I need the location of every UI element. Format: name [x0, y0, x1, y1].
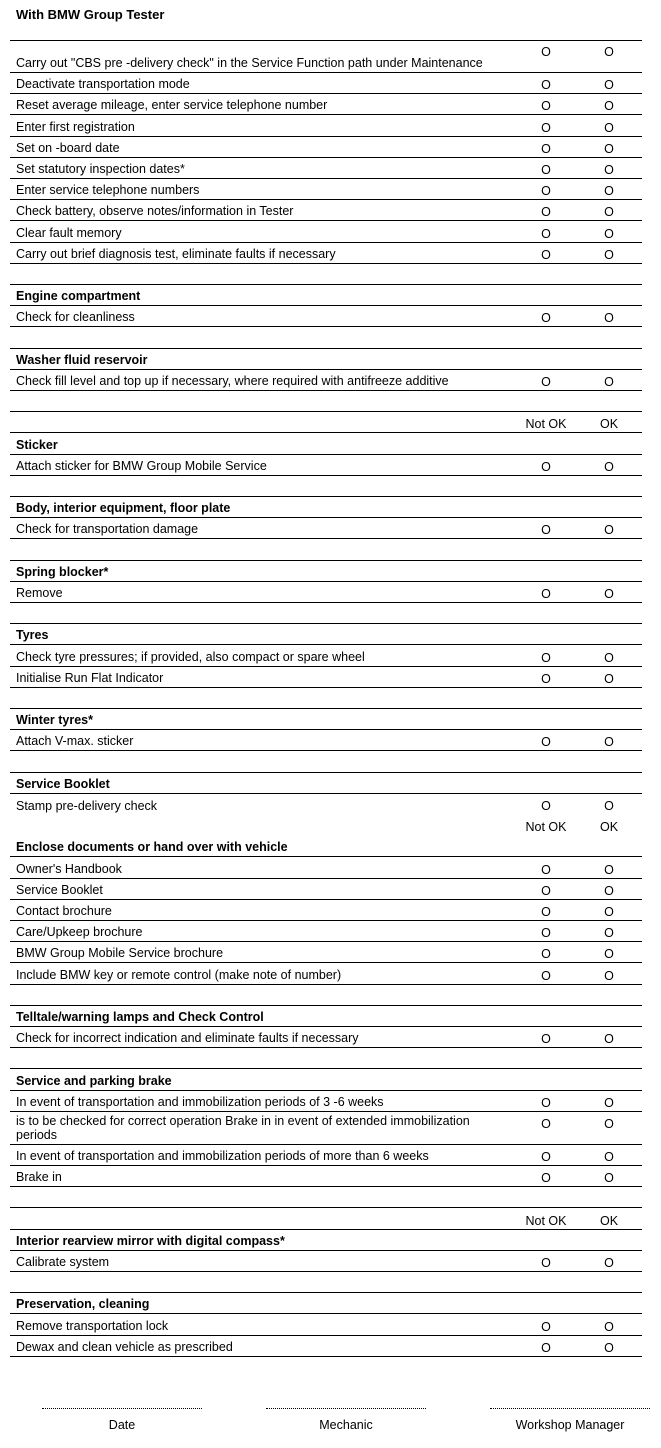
not-ok-checkbox[interactable]: O [541, 226, 551, 241]
section-heading: Spring blocker* [16, 564, 109, 579]
section-heading: Engine compartment [16, 289, 141, 304]
not-ok-checkbox[interactable]: O [541, 586, 551, 601]
item-label: Set statutory inspection dates* [16, 161, 185, 176]
not-ok-checkbox[interactable]: O [541, 247, 551, 262]
spacer-row [10, 1048, 642, 1069]
checklist-row [10, 306, 642, 327]
item-label: Deactivate transportation mode [16, 77, 190, 92]
ok-checkbox[interactable]: O [604, 671, 614, 686]
ok-checkbox[interactable]: O [604, 45, 614, 59]
checklist-row [10, 900, 642, 921]
spacer-row [10, 391, 642, 412]
spacer-row [10, 476, 642, 497]
ok-checkbox[interactable]: O [604, 862, 614, 877]
checklist-row [10, 179, 642, 200]
ok-checkbox[interactable]: O [604, 1171, 614, 1186]
checklist-row [10, 879, 642, 900]
item-label: Carry out "CBS pre -delivery check" in the Service Function path under Maintenance [16, 56, 483, 70]
item-label: Clear fault memory [16, 225, 122, 240]
section-heading-row [10, 561, 642, 582]
checklist-row [10, 857, 642, 878]
checklist-row [10, 455, 642, 476]
section-heading-row [10, 349, 642, 370]
item-label: Care/Upkeep brochure [16, 925, 143, 940]
not-ok-checkbox[interactable]: O [541, 798, 551, 813]
ok-checkbox[interactable]: O [604, 1095, 614, 1110]
section-heading: Tyres [16, 628, 49, 643]
checklist-row [10, 158, 642, 179]
spacer-row [10, 1272, 642, 1293]
not-ok-checkbox[interactable]: O [541, 1255, 551, 1270]
checklist-row [10, 40, 642, 73]
not-ok-checkbox[interactable]: O [541, 904, 551, 919]
item-label: Calibrate system [16, 1254, 110, 1269]
item-label: Contact brochure [16, 903, 112, 918]
item-label: Check battery, observe notes/information in Tester [16, 204, 294, 219]
checklist-row [10, 1112, 642, 1145]
checklist-row [10, 370, 642, 391]
not-ok-checkbox[interactable]: O [541, 374, 551, 389]
ok-checkbox[interactable]: O [604, 523, 614, 538]
item-label: Brake in [16, 1170, 62, 1185]
signature-label-workshop-manager: Workshop Manager [515, 1418, 625, 1432]
section-heading: Winter tyres* [16, 713, 93, 728]
section-heading-row [10, 285, 642, 306]
ok-column-header: OK [599, 417, 619, 432]
ok-checkbox[interactable]: O [604, 650, 614, 665]
not-ok-checkbox[interactable]: O [541, 650, 551, 665]
item-label: Service Booklet [16, 882, 103, 897]
section-heading-row [10, 836, 642, 857]
not-ok-checkbox[interactable]: O [541, 1319, 551, 1334]
spacer-row [10, 985, 642, 1006]
checklist-row [10, 1314, 642, 1335]
not-ok-checkbox[interactable]: O [541, 459, 551, 474]
section-heading-row [10, 1069, 642, 1090]
signature-label-date: Date [108, 1418, 136, 1432]
ok-checkbox[interactable]: O [604, 1032, 614, 1047]
ok-checkbox[interactable]: O [604, 162, 614, 177]
spacer-row [10, 264, 642, 285]
spacer-row [10, 815, 642, 836]
item-label: Attach sticker for BMW Group Mobile Service [16, 458, 267, 473]
not-ok-checkbox[interactable]: O [541, 883, 551, 898]
not-ok-checkbox[interactable]: O [541, 45, 551, 59]
not-ok-checkbox[interactable]: O [541, 926, 551, 941]
not-ok-checkbox[interactable]: O [541, 1095, 551, 1110]
checklist-row [10, 645, 642, 666]
not-ok-column-header: Not OK [525, 417, 567, 432]
not-ok-checkbox[interactable]: O [541, 968, 551, 983]
spacer-row [10, 327, 642, 348]
ok-checkbox[interactable]: O [604, 311, 614, 326]
checklist-row [10, 137, 642, 158]
checklist-row [10, 921, 642, 942]
checklist-row [10, 667, 642, 688]
not-ok-checkbox[interactable]: O [541, 99, 551, 114]
section-heading: Interior rearview mirror with digital compass* [16, 1233, 285, 1248]
item-label: Stamp pre-delivery check [16, 798, 158, 813]
item-label: Check tyre pressures; if provided, also compact or spare wheel [16, 649, 365, 664]
not-ok-checkbox[interactable]: O [541, 947, 551, 962]
item-label: Remove transportation lock [16, 1318, 169, 1333]
not-ok-column-header: Not OK [525, 1213, 567, 1228]
spacer-row [10, 1187, 642, 1208]
checklist-row [10, 243, 642, 264]
not-ok-checkbox[interactable]: O [541, 1340, 551, 1355]
not-ok-column-header: Not OK [525, 820, 567, 835]
section-heading-row [10, 624, 642, 645]
section-heading-row [10, 1230, 642, 1251]
ok-checkbox[interactable]: O [604, 968, 614, 983]
section-heading: Enclose documents or hand over with vehicle [16, 840, 288, 855]
checklist-row [10, 963, 642, 984]
ok-checkbox[interactable]: O [604, 205, 614, 220]
ok-checkbox[interactable]: O [604, 1116, 614, 1131]
signature-workshop-manager [490, 1408, 650, 1432]
item-label: Check for incorrect indication and eliminate faults if necessary [16, 1031, 359, 1046]
section-heading-row [10, 709, 642, 730]
signature-label-mechanic: Mechanic [319, 1418, 373, 1432]
not-ok-checkbox[interactable]: O [541, 120, 551, 135]
checklist-row [10, 115, 642, 136]
ok-checkbox[interactable]: O [604, 247, 614, 262]
item-label: In event of transportation and immobilization periods of 3 -6 weeks [16, 1094, 384, 1109]
ok-checkbox[interactable]: O [604, 141, 614, 156]
spacer-row [10, 603, 642, 624]
ok-checkbox[interactable]: O [604, 947, 614, 962]
ok-checkbox[interactable]: O [604, 735, 614, 750]
checklist-row [10, 1166, 642, 1187]
ok-checkbox[interactable]: O [604, 459, 614, 474]
spacer-row [10, 1208, 642, 1229]
item-label: Enter service telephone numbers [16, 183, 200, 198]
signature-line [266, 1408, 426, 1409]
checklist-row [10, 1091, 642, 1112]
checklist-row [10, 73, 642, 94]
item-label: Check for cleanliness [16, 310, 135, 325]
item-label: Owner's Handbook [16, 861, 122, 876]
signature-line [42, 1408, 202, 1409]
ok-checkbox[interactable]: O [604, 184, 614, 199]
ok-checkbox[interactable]: O [604, 798, 614, 813]
not-ok-checkbox[interactable]: O [541, 735, 551, 750]
signature-mechanic [266, 1408, 426, 1432]
item-label: is to be checked for correct operation Brake in in event of extended immobilization periods [16, 1113, 470, 1142]
section-heading-row [10, 773, 642, 794]
not-ok-checkbox[interactable]: O [541, 311, 551, 326]
ok-checkbox[interactable]: O [604, 120, 614, 135]
item-label: In event of transportation and immobilization periods of more than 6 weeks [16, 1148, 429, 1163]
ok-checkbox[interactable]: O [604, 1255, 614, 1270]
section-heading: Sticker [16, 437, 58, 452]
item-label: Reset average mileage, enter service telephone number [16, 98, 328, 113]
page-title: With BMW Group Tester [16, 7, 165, 22]
section-heading-row [10, 497, 642, 518]
ok-checkbox[interactable]: O [604, 78, 614, 93]
ok-checkbox[interactable]: O [604, 926, 614, 941]
section-heading: Telltale/warning lamps and Check Control [16, 1009, 264, 1024]
checklist-row [10, 518, 642, 539]
checklist-row [10, 200, 642, 221]
spacer-row [10, 539, 642, 560]
item-label: Set on -board date [16, 140, 120, 155]
item-label: Carry out brief diagnosis test, eliminate faults if necessary [16, 246, 336, 261]
checklist-row [10, 1027, 642, 1048]
checklist-row [10, 942, 642, 963]
spacer-row [10, 688, 642, 709]
ok-checkbox[interactable]: O [604, 1319, 614, 1334]
not-ok-checkbox[interactable]: O [541, 1149, 551, 1164]
section-heading: Body, interior equipment, floor plate [16, 501, 231, 516]
section-heading-row [10, 433, 642, 454]
checklist-row [10, 582, 642, 603]
item-label: Check fill level and top up if necessary, where required with antifreeze additive [16, 373, 449, 388]
item-label: Attach V-max. sticker [16, 734, 134, 749]
not-ok-checkbox[interactable]: O [541, 671, 551, 686]
spacer-row [10, 751, 642, 772]
not-ok-checkbox[interactable]: O [541, 78, 551, 93]
section-heading: Service and parking brake [16, 1073, 172, 1088]
ok-checkbox[interactable]: O [604, 883, 614, 898]
not-ok-checkbox[interactable]: O [541, 1171, 551, 1186]
not-ok-checkbox[interactable]: O [541, 184, 551, 199]
section-heading: Washer fluid reservoir [16, 352, 148, 367]
not-ok-checkbox[interactable]: O [541, 862, 551, 877]
checklist-row [10, 1145, 642, 1166]
checklist-row [10, 1336, 642, 1357]
ok-checkbox[interactable]: O [604, 1149, 614, 1164]
item-label: Enter first registration [16, 119, 135, 134]
not-ok-checkbox[interactable]: O [541, 1032, 551, 1047]
ok-checkbox[interactable]: O [604, 374, 614, 389]
ok-checkbox[interactable]: O [604, 1340, 614, 1355]
section-heading: Preservation, cleaning [16, 1297, 150, 1312]
item-label: Include BMW key or remote control (make note of number) [16, 967, 342, 982]
section-heading: Service Booklet [16, 776, 110, 791]
ok-column-header: OK [599, 820, 619, 835]
section-heading-row [10, 1006, 642, 1027]
ok-checkbox[interactable]: O [604, 99, 614, 114]
ok-checkbox[interactable]: O [604, 904, 614, 919]
not-ok-checkbox[interactable]: O [541, 523, 551, 538]
spacer-row [10, 412, 642, 433]
not-ok-checkbox[interactable]: O [541, 141, 551, 156]
signature-line [490, 1408, 650, 1409]
item-label: Remove [16, 585, 63, 600]
item-label: Initialise Run Flat Indicator [16, 670, 164, 685]
not-ok-checkbox[interactable]: O [541, 205, 551, 220]
signature-date [42, 1408, 202, 1432]
not-ok-checkbox[interactable]: O [541, 1116, 551, 1131]
item-label: Dewax and clean vehicle as prescribed [16, 1339, 233, 1354]
item-label: Check for transportation damage [16, 522, 199, 537]
item-label: BMW Group Mobile Service brochure [16, 946, 224, 961]
ok-checkbox[interactable]: O [604, 586, 614, 601]
checklist-row [10, 1251, 642, 1272]
not-ok-checkbox[interactable]: O [541, 162, 551, 177]
checklist-row [10, 94, 642, 115]
checklist-row [10, 730, 642, 751]
ok-checkbox[interactable]: O [604, 226, 614, 241]
section-heading-row [10, 1293, 642, 1314]
checklist-row [10, 221, 642, 242]
ok-column-header: OK [599, 1213, 619, 1228]
checklist-row [10, 794, 642, 815]
